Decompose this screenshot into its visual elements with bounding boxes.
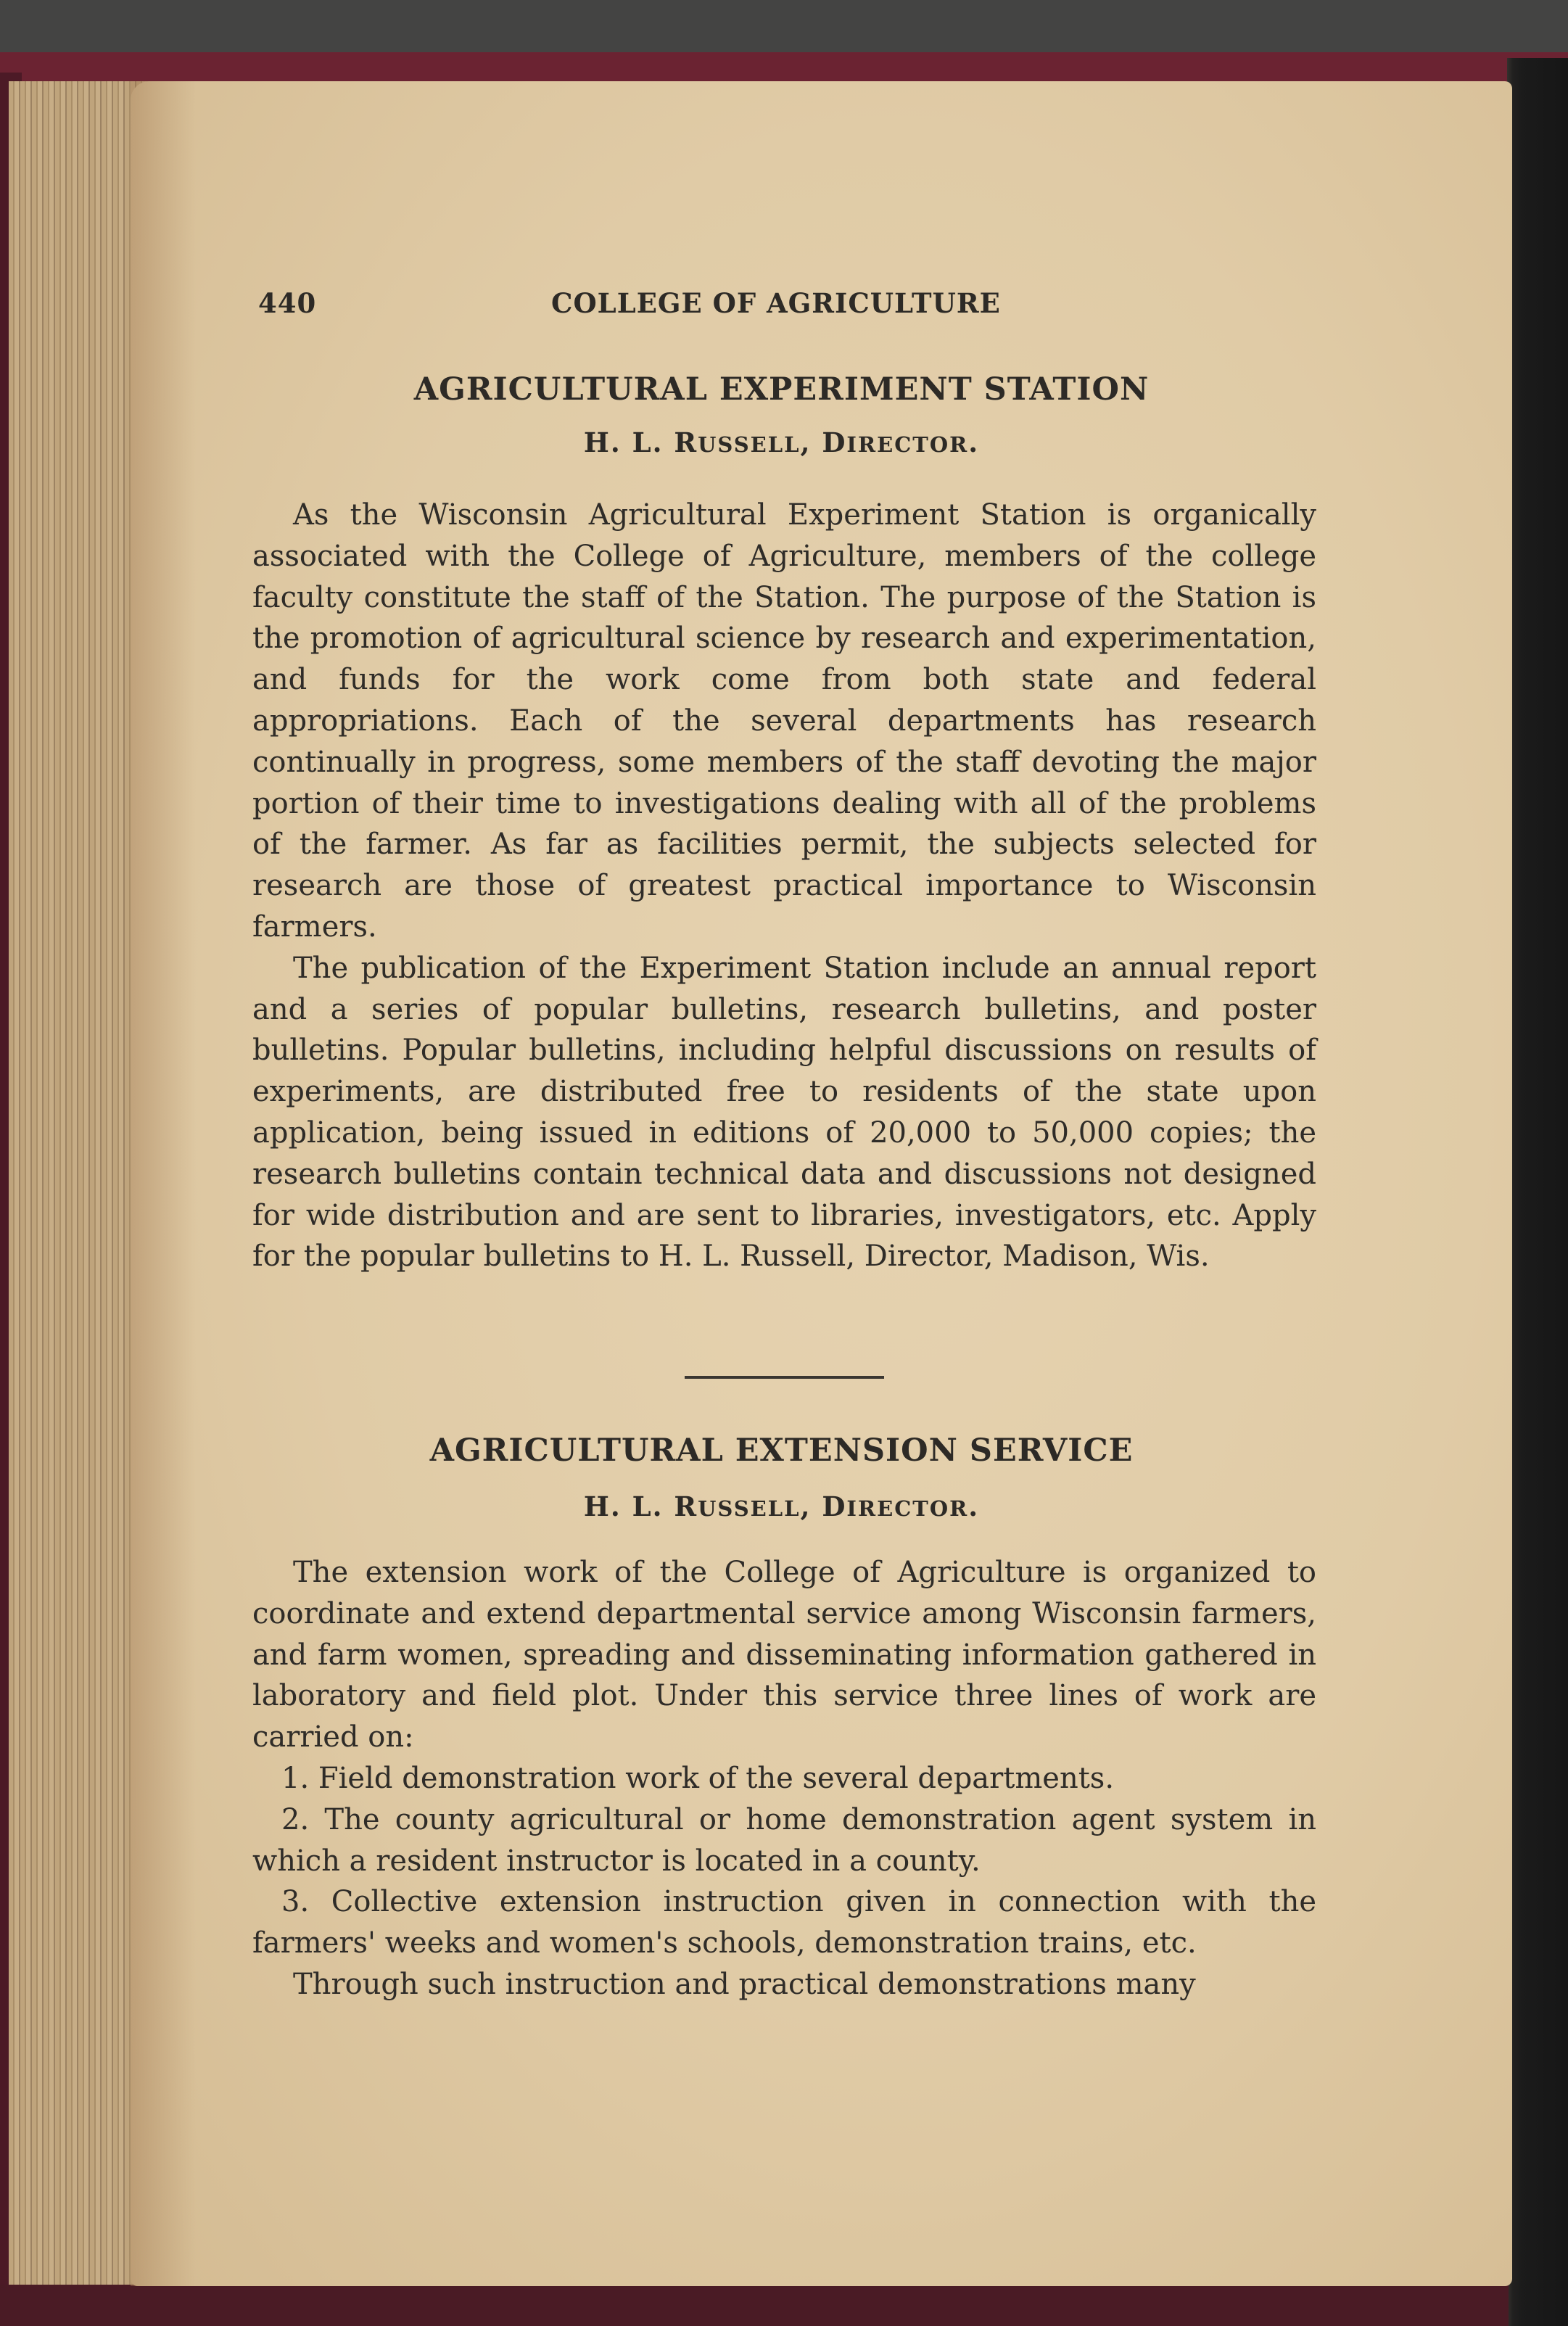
director-name-smallcaps: USSELL (698, 1496, 801, 1521)
list-item: 2. The county agricultural or home demonstration agent system in which a resident instructor is located in a county. (252, 1802, 1316, 1878)
section-title-experiment-station: AGRICULTURAL EXPERIMENT STATION (413, 371, 1150, 408)
director-end: . (968, 426, 980, 458)
running-header (258, 287, 1041, 331)
director-title-smallcaps: IRECTOR (846, 432, 969, 457)
section-director-experiment-station (247, 426, 1316, 458)
director-end: . (968, 1490, 980, 1522)
paragraph: The publication of the Experiment Station include an annual report and a series of popular bulletins, research bulletins, and poster bulletins. Popular bulletins, including helpful discussions on results of experiments, are distributed free to residents of the state upon application, being issued in editions of 20,000 to 50,000 copies; the research bulletins contain technical data and discussions not designed for wide distribution and are sent to libraries, investigators, etc. Apply for the popular bulletins to H. L. Russell, Director, Madison, Wis. (252, 951, 1316, 1274)
paragraph-closing: Through such instruction and practical demonstrations many (293, 1967, 1196, 2001)
paragraph-intro: The extension work of the College of Agriculture is organized to coordinate and extend departmental service among Wisconsin farmers, and farm women, spreading and disseminating information gathered in laboratory and field plot. Under this service three lines of work are carried on: (252, 1556, 1316, 1754)
director-separator: , D (800, 1490, 847, 1522)
section-title-extension-service: AGRICULTURAL EXTENSION SERVICE (429, 1432, 1134, 1469)
director-name: H. L. R (583, 426, 698, 458)
list-item: 1. Field demonstration work of the several departments. (281, 1761, 1115, 1795)
book-cover-bottom-edge (0, 2285, 1509, 2326)
director-title-smallcaps: IRECTOR (846, 1496, 969, 1521)
section-director-extension-service (247, 1490, 1316, 1522)
list-item: 3. Collective extension instruction given in connection with the farmers' weeks and women's schools, demonstration trains, etc. (252, 1885, 1316, 1960)
director-separator: , D (800, 426, 847, 458)
background-top (0, 0, 1568, 59)
paragraph: As the Wisconsin Agricultural Experiment Station is organically associated with the College of Agriculture, members of the college faculty constitute the staff of the Station. The purpose of the Station is the promotion of agricultural science by research and experimentation, and funds for the work come from both state and federal appropriations. Each of the several departments has research continually in progress, some members of the staff devoting the major portion of their time to investigations dealing with all of the problems of the farmer. As far as facilities permit, the subjects selected for research are those of greatest practical importance to Wisconsin farmers. (252, 498, 1316, 944)
page-gutter-shade (131, 81, 196, 2286)
book-cover-right-edge (1507, 58, 1568, 2326)
section-body-experiment-station (252, 495, 1316, 1277)
running-title: COLLEGE OF AGRICULTURE (551, 287, 1001, 319)
director-name-smallcaps: USSELL (698, 432, 801, 457)
director-name: H. L. R (583, 1490, 698, 1522)
section-body-extension-service (252, 1552, 1316, 2005)
section-divider (685, 1376, 884, 1379)
page-number: 440 (258, 287, 317, 319)
